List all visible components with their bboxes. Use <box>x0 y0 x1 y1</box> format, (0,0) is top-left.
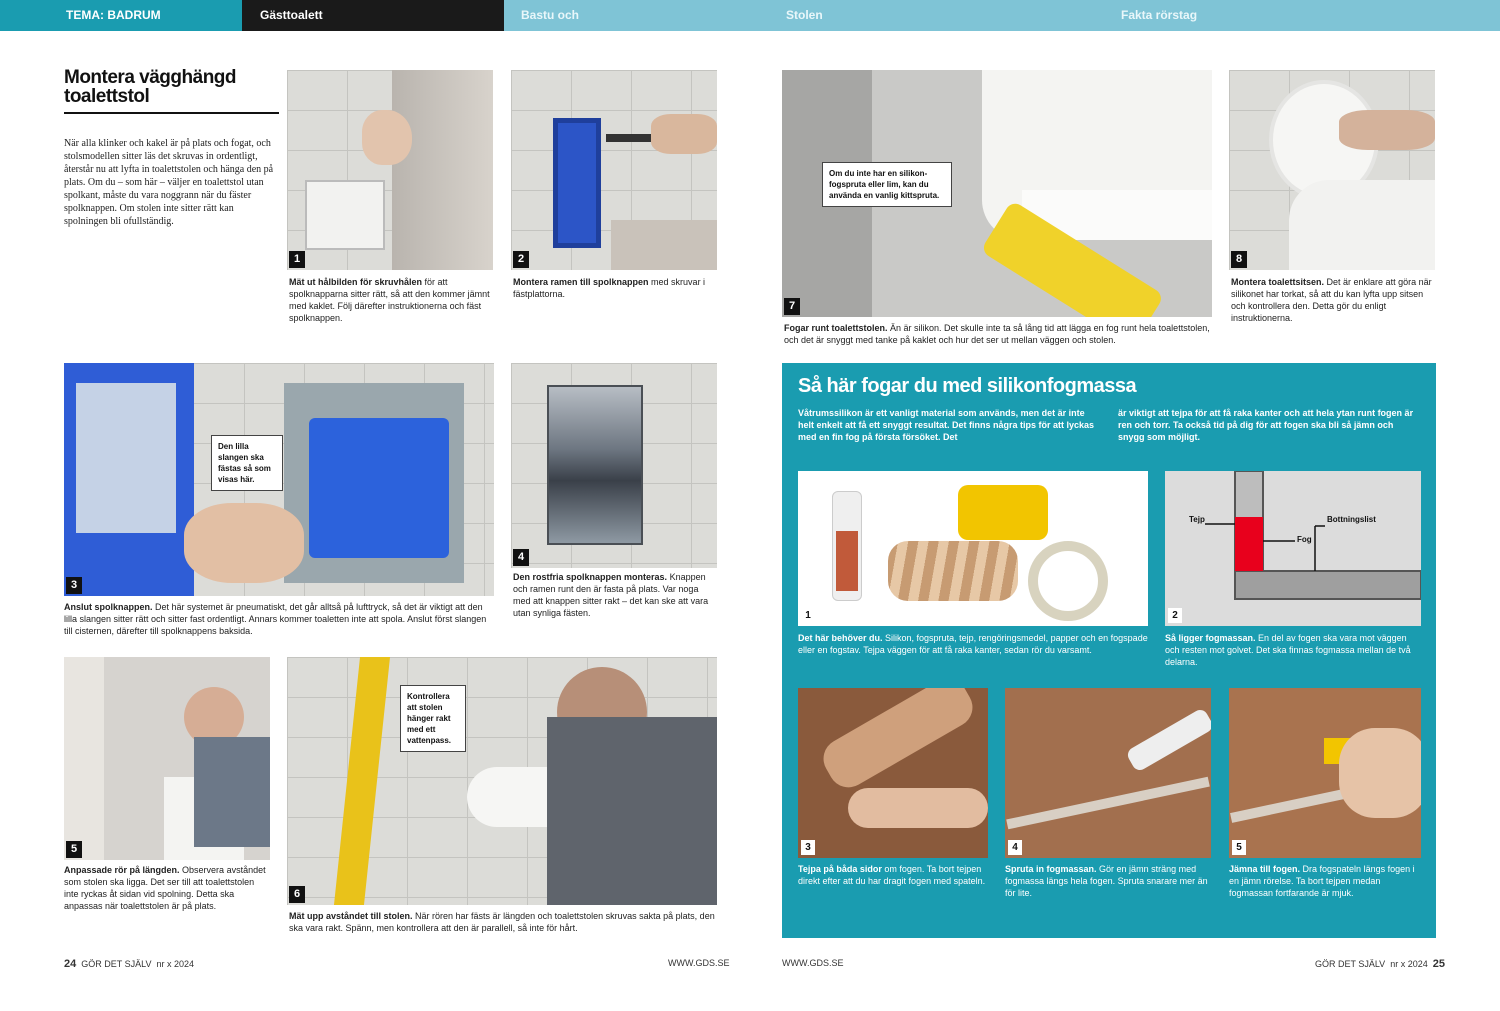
guide-intro-col-2: är viktigt att tejpa för att få raka kanter och att hela ytan runt fogen är ren och torr. Ta också tid på dig för att fogen ska bli så jämn och snygg som möjligt. <box>1118 408 1414 442</box>
footer-url-right[interactable]: WWW.GDS.SE <box>782 958 844 968</box>
caption-step-5 <box>64 864 270 912</box>
article-title: Montera vägghängd toalettstol <box>64 68 279 114</box>
diagram-label-backing: Bottningslist <box>1327 515 1376 524</box>
diagram-label-joint: Fog <box>1297 535 1312 544</box>
guide-photo-1 <box>798 471 1148 626</box>
step-number-badge: 6 <box>289 886 305 903</box>
guide-caption-3 <box>798 863 988 887</box>
guide-caption-4 <box>1005 863 1211 899</box>
issue-right: nr x 2024 <box>1390 959 1428 969</box>
caption-step-6-title: Mät upp avståndet till stolen. <box>289 911 413 921</box>
guide-intro-col-1: Våtrumssilikon är ett vanligt material som används, men det är inte helt enkelt att få ett snyggt resultat. Det finns några tips för att lyckas med en fin fog på första försöket. Det <box>798 408 1095 442</box>
joint-diagram <box>1165 471 1421 626</box>
callout-step-7: Om du inte har en silikon-fogspruta eller lim, kan du använda en vanlig kittspruta. <box>822 162 952 207</box>
guide-photo-3 <box>798 688 988 858</box>
caption-step-2-title: Montera ramen till spolknappen <box>513 277 649 287</box>
step-number-badge: 5 <box>66 841 82 858</box>
photo-step-5 <box>64 657 270 860</box>
caption-step-7-text: Än är silikon. Det skulle inte ta så lång tid att lägga en fog runt hela toalettstolen, och det är snyggt med tanke på kaklet och hur det ser ut mellan väggen och stolen. <box>784 323 1210 345</box>
magazine-name-right: GÖR DET SJÄLV <box>1315 959 1386 969</box>
caption-step-5-title: Anpassade rör på längden. <box>64 865 180 875</box>
guide-caption-5-title: Jämna till fogen. <box>1229 864 1301 874</box>
magazine-name-left: GÖR DET SJÄLV <box>81 959 152 969</box>
caption-step-8-text: Det är enklare att göra när silikonet har torkat, så att du kan lyfta upp sitsen och kontrollera den. Detta gör du enligt instruktionerna. <box>1231 277 1432 323</box>
page-number-right: 25 <box>1432 958 1445 970</box>
photo-step-4 <box>511 363 717 568</box>
photo-step-7 <box>782 70 1212 317</box>
footer-left <box>64 958 194 970</box>
caption-step-1-title: Mät ut hålbilden för skruvhålen <box>289 277 423 287</box>
tab-bastu[interactable]: Bastu och <box>521 8 580 22</box>
page-number-left: 24 <box>64 958 77 970</box>
guide-number-badge: 2 <box>1168 608 1182 623</box>
tab-active[interactable]: Gästtoalett <box>242 0 504 31</box>
caption-step-7-title: Fogar runt toalettstolen. <box>784 323 888 333</box>
guide-number-badge: 4 <box>1008 840 1022 855</box>
caption-step-2 <box>513 276 718 300</box>
caption-step-3-text: Det här systemet är pneumatiskt, det går alltså på lufttryck, så det är viktigt att den lilla slangen sitter rätt och sitter fast ordentligt. Annars kommer toaletten inte att spola. Anslut först slangen till cisternen, därefter till spolknappens baksida. <box>64 602 487 636</box>
photo-step-6 <box>287 657 717 905</box>
callout-step-3: Den lilla slangen ska fästas så som visas här. <box>211 435 283 491</box>
callout-step-6: Kontrollera att stolen hänger rakt med ett vattenpass. <box>400 685 466 752</box>
caption-step-5-text: Observera avståndet som stolen ska ligga. Det ser till att toalettstolen inte ryckas åt sidan vid spolning. Detta ska anpassas när toalettstolen är på plats. <box>64 865 266 911</box>
guide-caption-4-title: Spruta in fogmassan. <box>1005 864 1097 874</box>
guide-diagram-2 <box>1165 471 1421 626</box>
caption-step-6 <box>289 910 719 934</box>
step-number-badge: 2 <box>513 251 529 268</box>
guide-title: Så här fogar du med silikonfogmassa <box>798 375 1137 397</box>
step-number-badge: 1 <box>289 251 305 268</box>
caption-step-4 <box>513 571 718 619</box>
caption-step-3-title: Anslut spolknappen. <box>64 602 153 612</box>
guide-caption-2-title: Så ligger fogmassan. <box>1165 633 1256 643</box>
tab-theme[interactable]: TEMA: BADRUM <box>0 0 242 31</box>
caption-step-1-text: för att spolknapparna sitter rätt, så att den kommer jämnt med kaklet. Följ därefter instruktionerna och fäst spolknappen. <box>289 277 490 323</box>
caption-step-8-title: Montera toalettsitsen. <box>1231 277 1325 287</box>
caption-step-1 <box>289 276 494 324</box>
step-number-badge: 4 <box>513 549 529 566</box>
footer-url-left[interactable]: WWW.GDS.SE <box>668 958 730 968</box>
guide-caption-2 <box>1165 632 1421 668</box>
guide-photo-4 <box>1005 688 1211 858</box>
guide-caption-1-title: Det här behöver du. <box>798 633 883 643</box>
caption-step-7 <box>784 322 1212 346</box>
caption-step-4-title: Den rostfria spolknappen monteras. <box>513 572 668 582</box>
guide-caption-1-text: Silikon, fogspruta, tejp, rengöringsmedel, papper och en fogspade eller en fogstav. Tejpa väggen för att få raka kanter, sedan rör du varsamt. <box>798 633 1148 655</box>
guide-caption-3-text: om fogen. Ta bort tejpen direkt efter att du har dragit fogen med spateln. <box>798 864 986 886</box>
photo-step-8 <box>1229 70 1435 270</box>
silicone-guide-box <box>782 363 1436 938</box>
caption-step-4-text: Knappen och ramen runt den är fasta på plats. Var noga med att knappen sitter rakt – det kan ske att vara utan synliga fästen. <box>513 572 709 618</box>
step-number-badge: 3 <box>66 577 82 594</box>
diagram-label-tape: Tejp <box>1189 515 1205 524</box>
guide-caption-4-text: Gör en jämn sträng med fogmassa längs hela fogen. Spruta snarare mer än för lite. <box>1005 864 1208 898</box>
step-number-badge: 8 <box>1231 251 1247 268</box>
caption-step-6-text: När rören har fästs är längden och toalettstolen skruvas sakta på plats, den ska vara rakt. Spänn, men kontrollera att den är parallell, så inte för hårt. <box>289 911 715 933</box>
guide-caption-5 <box>1229 863 1421 899</box>
top-nav-bar <box>0 0 1500 31</box>
caption-step-3 <box>64 601 494 637</box>
issue-left: nr x 2024 <box>156 959 194 969</box>
photo-step-1 <box>287 70 493 270</box>
caption-step-8 <box>1231 276 1436 324</box>
guide-caption-1 <box>798 632 1148 656</box>
photo-step-3 <box>64 363 494 596</box>
caption-step-2-text: med skruvar i fästplattorna. <box>513 277 706 299</box>
guide-number-badge: 3 <box>801 840 815 855</box>
tab-fakta[interactable]: Fakta rörstag <box>1121 8 1198 22</box>
guide-number-badge: 5 <box>1232 840 1246 855</box>
article-intro: När alla klinker och kakel är på plats och fogat, och stolsmodellen sitter läs det skruvas in ordentligt, återstår nu att lyfta in toalettstolen och hänga den på plats. Om du – som här – väljer en toalettstol utan spolkant, måste du vara noggrann när du fäster spolknappen. Om stolen inte sitter rätt kan spolningen bli ofullständig. <box>64 138 274 227</box>
tab-stolen[interactable]: Stolen <box>786 8 823 22</box>
guide-caption-5-text: Dra fogspateln längs fogen i en jämn rörelse. Ta bort tejpen medan fogmassan fortfarande är mjuk. <box>1229 864 1415 898</box>
guide-number-badge: 1 <box>801 608 815 623</box>
footer-right <box>1315 958 1445 970</box>
photo-step-2 <box>511 70 717 270</box>
guide-photo-5 <box>1229 688 1421 858</box>
guide-caption-3-title: Tejpa på båda sidor <box>798 864 882 874</box>
guide-caption-2-text: En del av fogen ska vara mot väggen och resten mot golvet. Det ska finnas fogmassa mellan de två delarna. <box>1165 633 1411 667</box>
step-number-badge: 7 <box>784 298 800 315</box>
